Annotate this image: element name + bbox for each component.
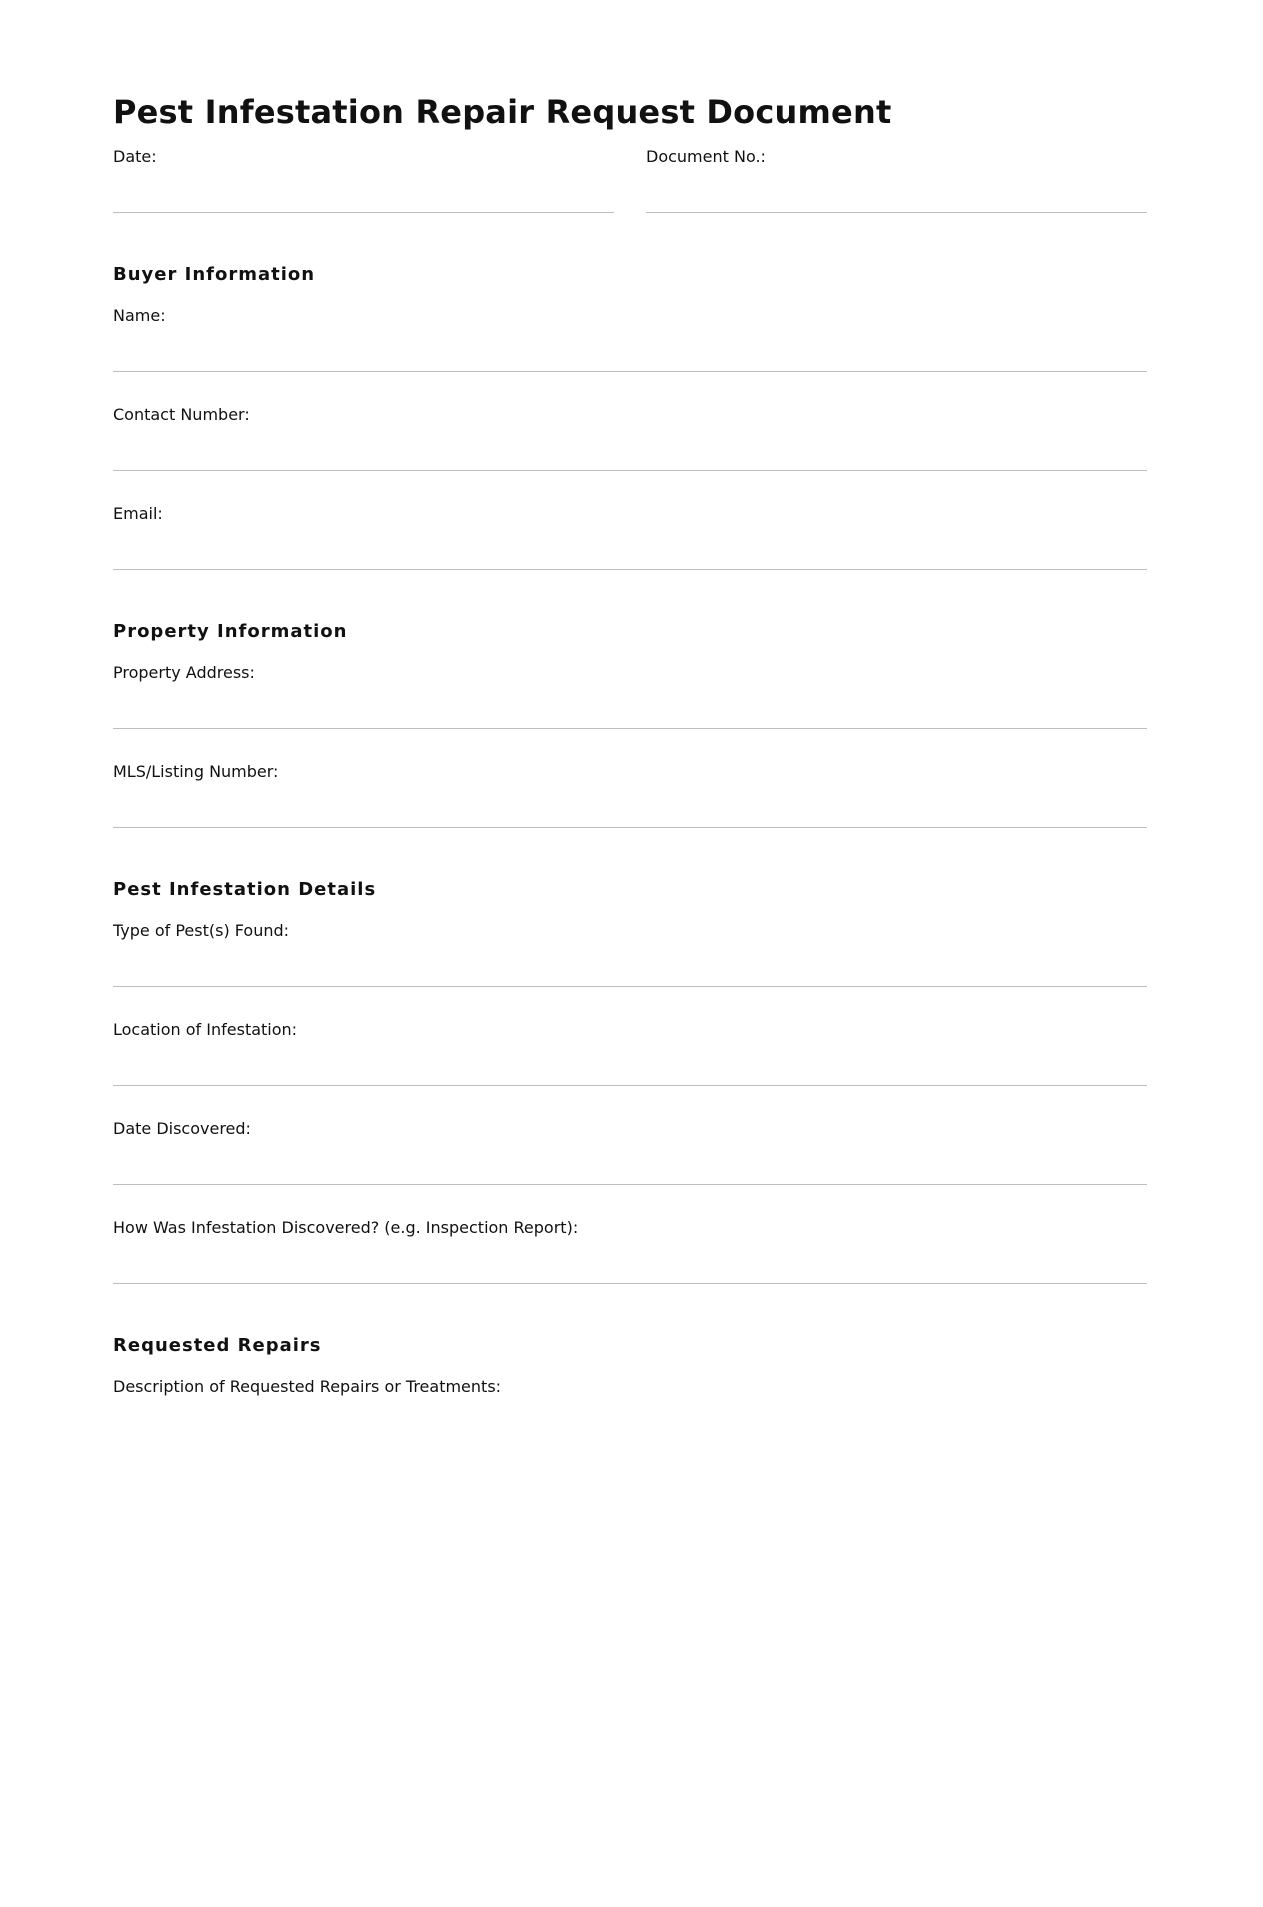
date-discovered-label: Date Discovered:	[113, 1119, 251, 1138]
buyer-name-input-line[interactable]	[113, 327, 1147, 372]
pest-type-field	[113, 920, 1147, 987]
document-title: Pest Infestation Repair Request Document	[113, 93, 892, 131]
mls-listing-input-line[interactable]	[113, 783, 1147, 828]
buyer-name-label: Name:	[113, 306, 166, 325]
infestation-location-label: Location of Infestation:	[113, 1020, 298, 1039]
document-number-label: Document No.:	[646, 147, 766, 166]
document-page	[113, 88, 1147, 1398]
property-address-field	[113, 662, 1147, 729]
section-title: Requested Repairs	[113, 1335, 322, 1356]
discovery-method-label: How Was Infestation Discovered? (e.g. Inspection Report):	[113, 1218, 579, 1237]
header-fields-row	[113, 146, 1147, 213]
date-discovered-input-line[interactable]	[113, 1140, 1147, 1185]
discovery-method-input-line[interactable]	[113, 1239, 1147, 1284]
buyer-email-label: Email:	[113, 504, 163, 523]
mls-listing-label: MLS/Listing Number:	[113, 762, 279, 781]
section-title: Property Information	[113, 621, 348, 642]
buyer-contact-field	[113, 404, 1147, 471]
infestation-location-input-line[interactable]	[113, 1041, 1147, 1086]
requested-repairs-section	[113, 1334, 1147, 1398]
discovery-method-field	[113, 1217, 1147, 1284]
buyer-email-field	[113, 503, 1147, 570]
buyer-name-field	[113, 305, 1147, 372]
document-number-field	[646, 146, 1147, 213]
pest-type-input-line[interactable]	[113, 942, 1147, 987]
pest-type-label: Type of Pest(s) Found:	[113, 921, 290, 940]
buyer-contact-label: Contact Number:	[113, 405, 250, 424]
property-address-label: Property Address:	[113, 663, 255, 682]
date-field	[113, 146, 614, 213]
mls-listing-field	[113, 761, 1147, 828]
repairs-description-field	[113, 1376, 1147, 1398]
infestation-location-field	[113, 1019, 1147, 1086]
section-title: Pest Infestation Details	[113, 879, 377, 900]
pest-infestation-details-section	[113, 878, 1147, 1284]
date-discovered-field	[113, 1118, 1147, 1185]
document-number-input-line[interactable]	[646, 168, 1147, 213]
property-address-input-line[interactable]	[113, 684, 1147, 729]
date-input-line[interactable]	[113, 168, 614, 213]
date-label: Date:	[113, 147, 157, 166]
buyer-email-input-line[interactable]	[113, 525, 1147, 570]
section-title: Buyer Information	[113, 264, 316, 285]
buyer-contact-input-line[interactable]	[113, 426, 1147, 471]
buyer-information-section	[113, 263, 1147, 570]
property-information-section	[113, 620, 1147, 828]
repairs-description-label: Description of Requested Repairs or Treatments:	[113, 1377, 502, 1396]
